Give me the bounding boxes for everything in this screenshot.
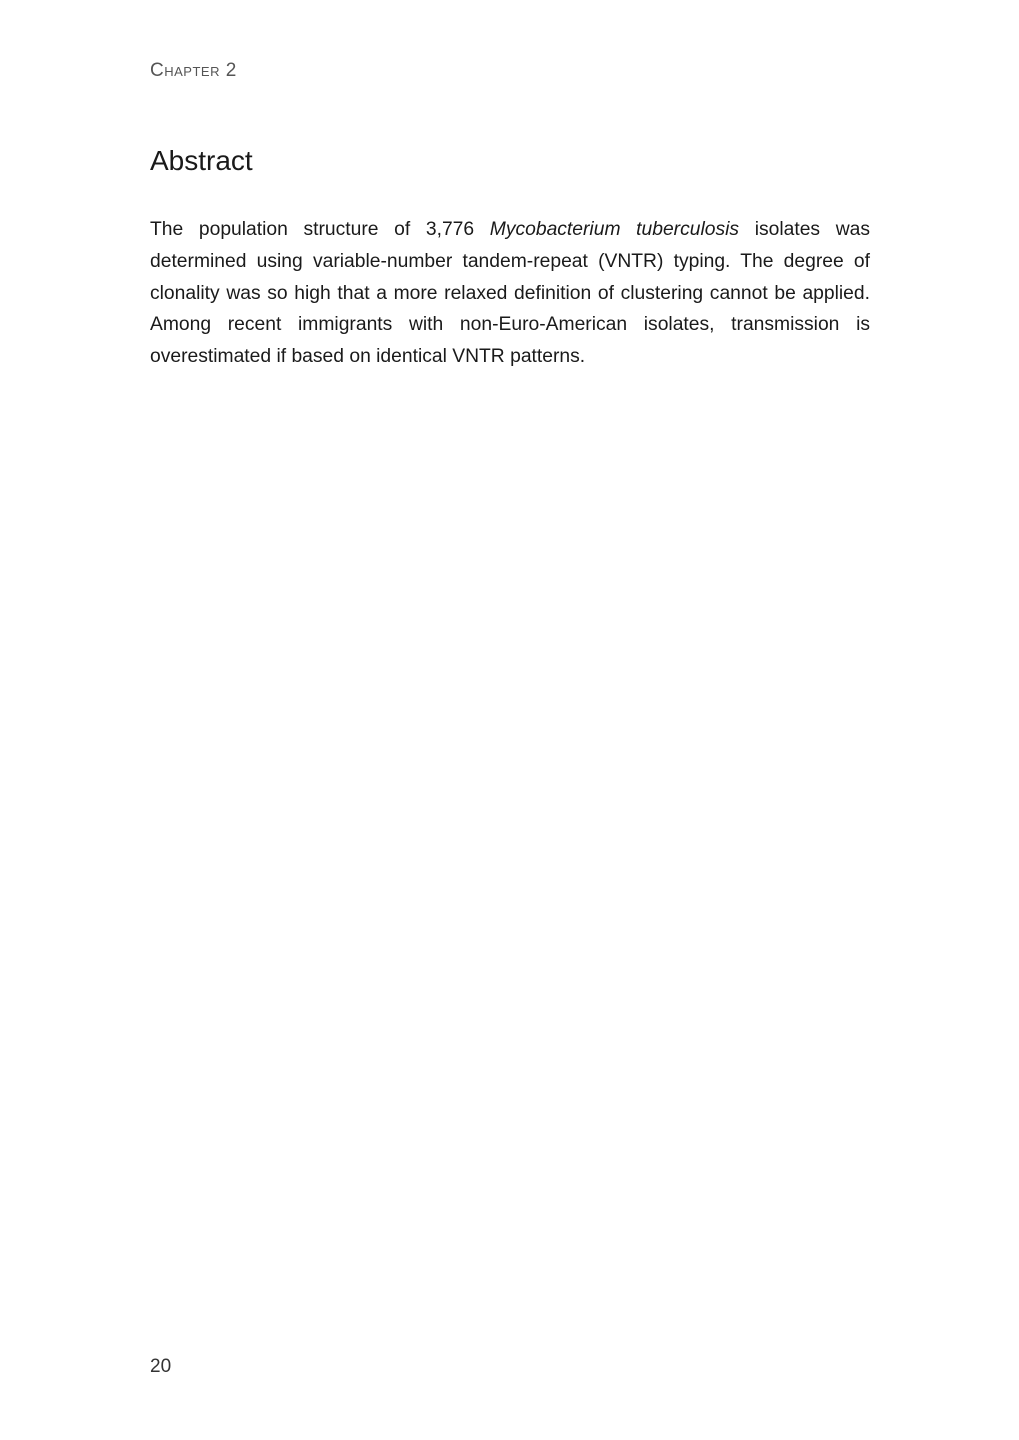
page-number: 20 — [150, 1356, 172, 1377]
species-name: Mycobacterium tuberculosis — [489, 219, 740, 240]
abstract-text-part2: isolates was determined using variable-number tandem-repeat (VNTR) typing. The degree of clonality was so high that a more relaxed definition of clustering cannot be applied. Among recent immigrants with non-Euro-American isolates, transmission is overestimated if based on identical VNTR patterns. — [150, 219, 870, 368]
abstract-text-part1: The population structure of 3,776 — [150, 219, 490, 240]
running-head: Chapter 2 — [150, 60, 237, 81]
abstract-paragraph — [150, 214, 870, 373]
section-title: Abstract — [150, 145, 253, 176]
